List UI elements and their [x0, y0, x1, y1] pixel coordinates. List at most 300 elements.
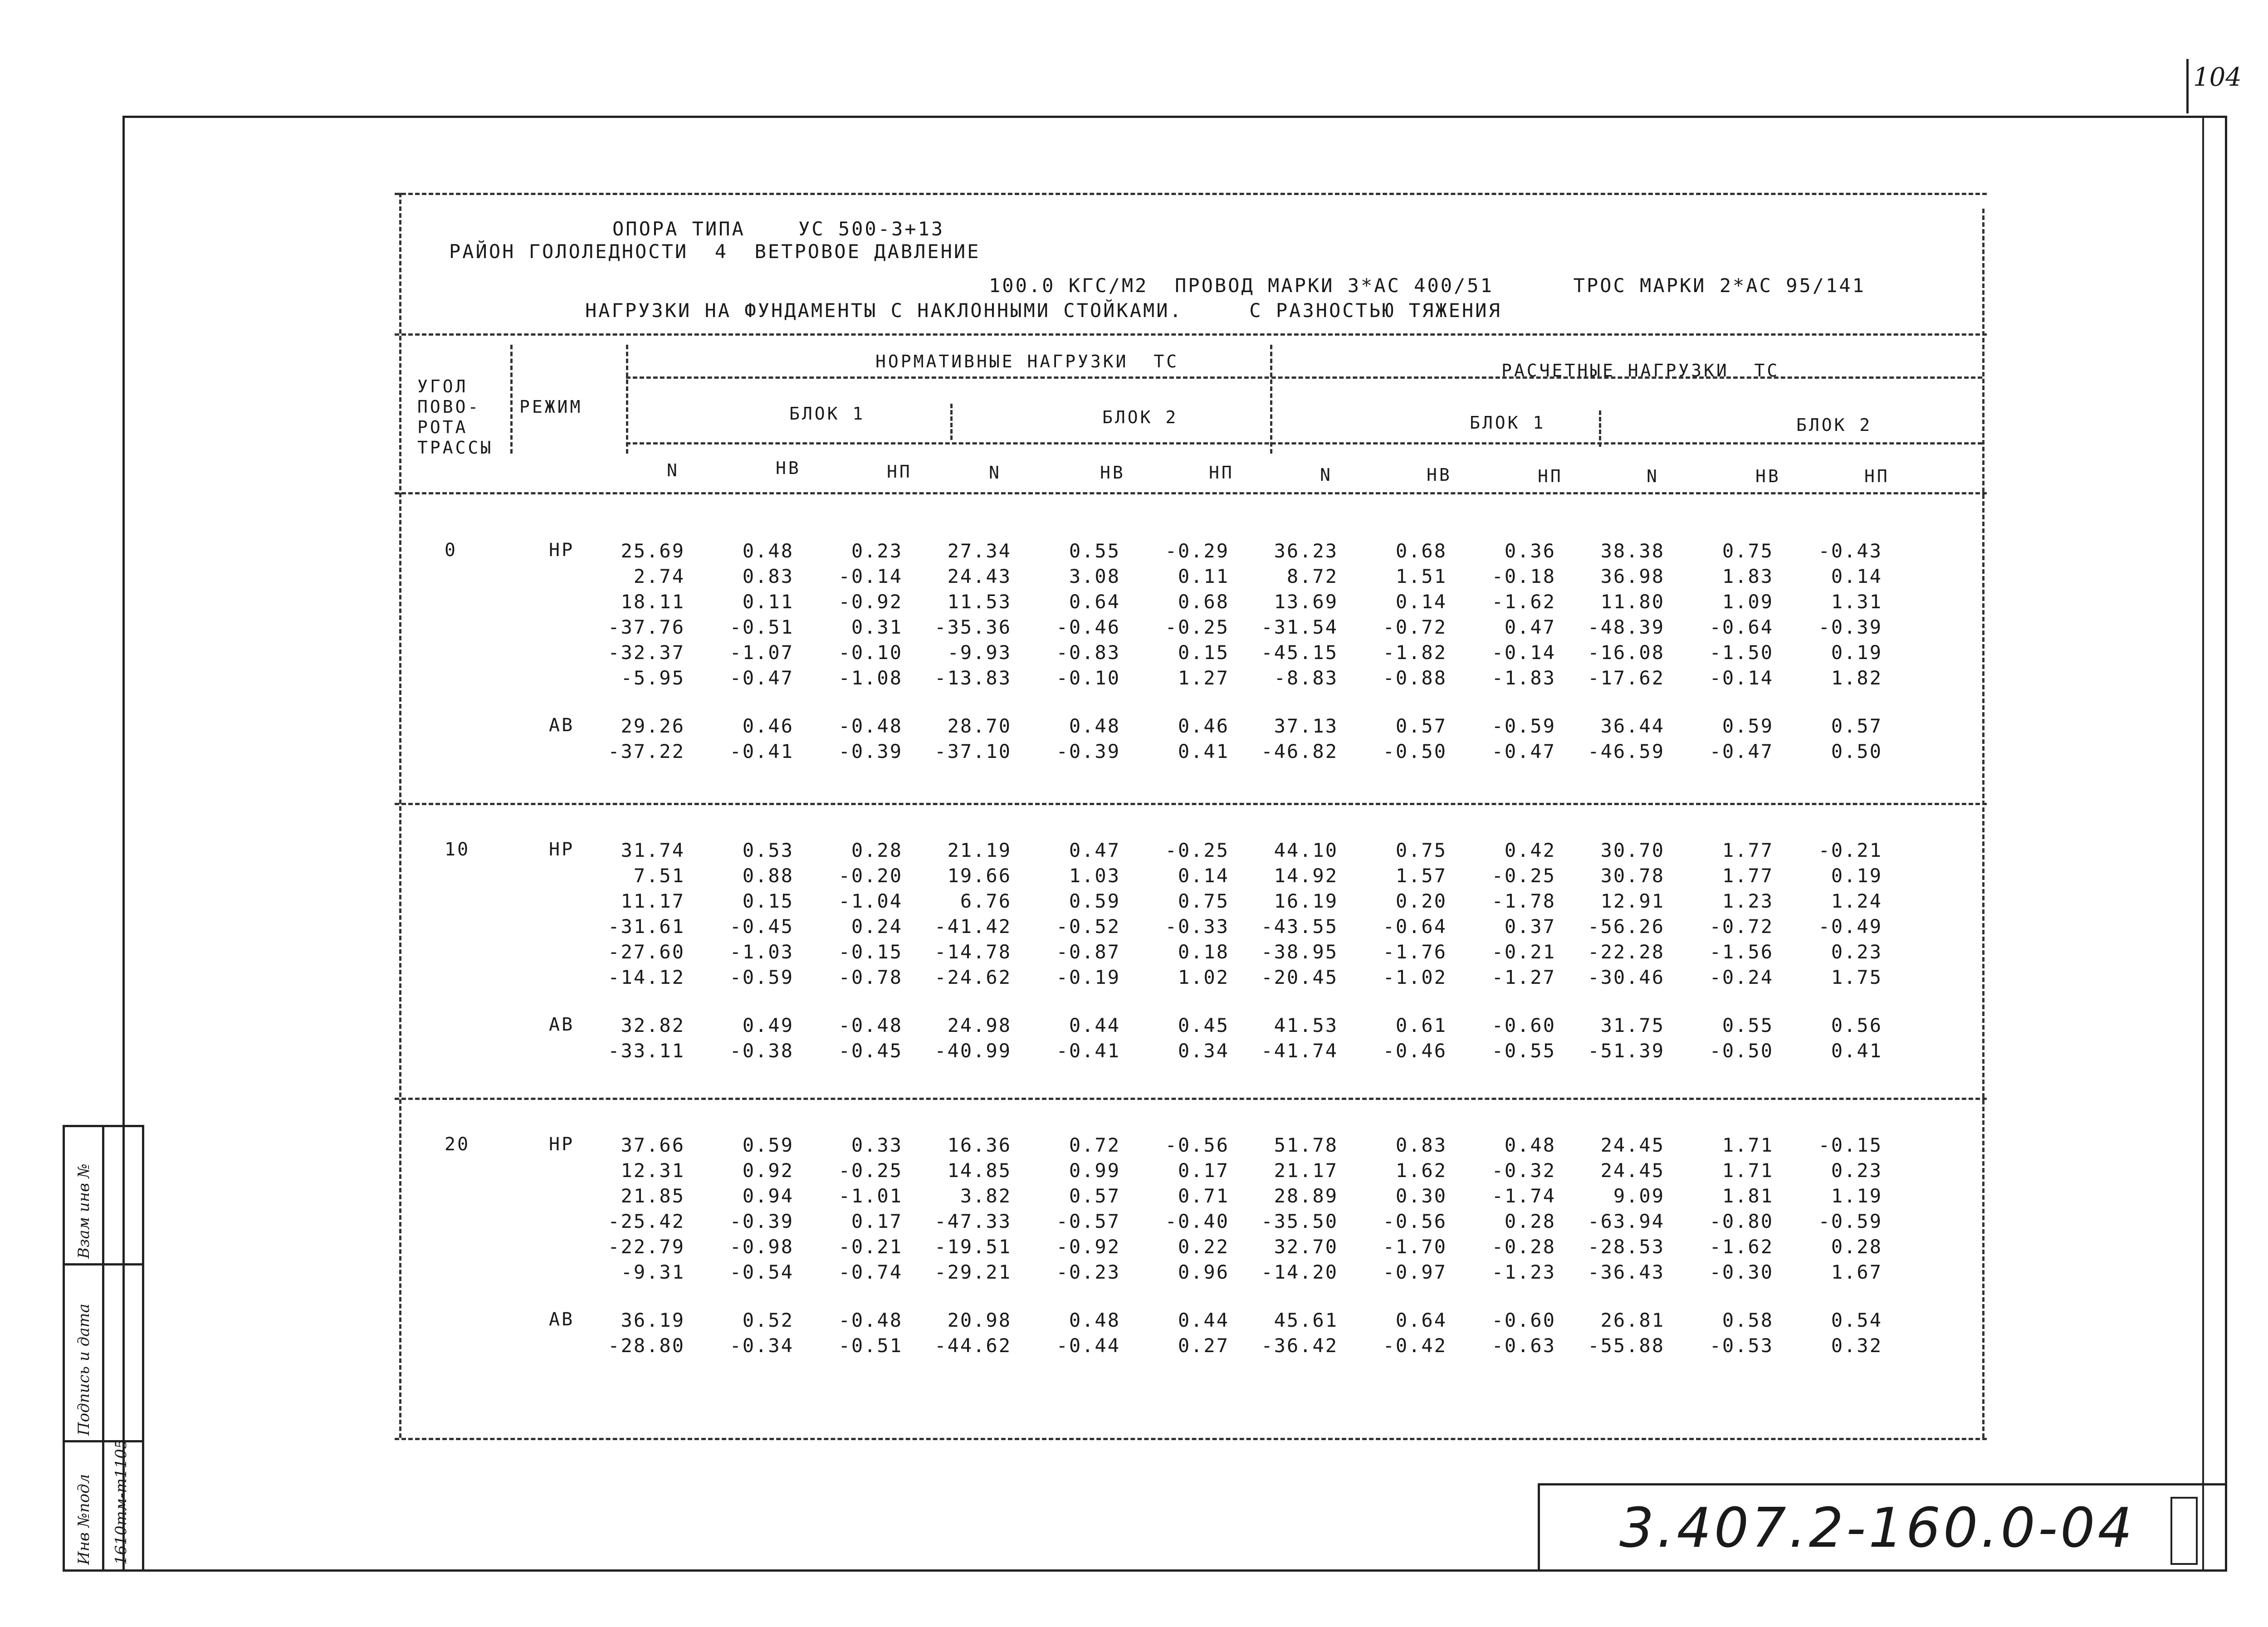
table-cell: -41.42 [934, 915, 1012, 938]
table-cell: 0.72 [1069, 1134, 1120, 1156]
side-stamp-row-divider [65, 1440, 142, 1442]
table-cell: -0.45 [838, 1040, 903, 1062]
table-cell: 1.31 [1831, 591, 1882, 613]
table-cell: 0.46 [742, 715, 794, 737]
table-cell: 26.81 [1600, 1309, 1665, 1331]
subcol-label: НП [887, 462, 912, 482]
table-cell: -0.28 [1491, 1236, 1556, 1258]
table-cell: -0.53 [1709, 1334, 1774, 1357]
side-stamp-col-divider [102, 1127, 104, 1569]
table-cell: -0.47 [729, 667, 794, 689]
table-cell: 0.23 [1831, 1159, 1882, 1182]
table-cell: -44.62 [934, 1334, 1012, 1357]
subcol-label: N [1647, 466, 1659, 486]
header-mid-rule [626, 376, 1982, 379]
table-cell: -0.74 [838, 1261, 903, 1283]
table-cell: -0.88 [1383, 667, 1447, 689]
design-block-2: БЛОК 2 [1796, 415, 1872, 435]
table-cell: -14.12 [608, 966, 685, 988]
table-cell: -29.21 [934, 1261, 1012, 1283]
page-number-divider [2186, 59, 2189, 113]
table-cell: 28.89 [1274, 1185, 1338, 1207]
table-cell: -51.39 [1588, 1040, 1665, 1062]
table-cell: -30.46 [1588, 966, 1665, 988]
table-cell: -1.83 [1491, 667, 1556, 689]
table-cell: -0.41 [729, 740, 794, 762]
table-cell: 14.92 [1274, 865, 1338, 887]
table-cell: -22.28 [1588, 941, 1665, 963]
table-cell: 0.53 [742, 839, 794, 861]
table-cell: -27.60 [608, 941, 685, 963]
mode-label: АВ [549, 1309, 575, 1330]
table-cell: 0.37 [1504, 915, 1556, 938]
table-cell: 0.46 [1178, 715, 1229, 737]
table-cell: -0.54 [729, 1261, 794, 1283]
table-cell: 0.24 [851, 915, 903, 938]
table-cell: -0.46 [1383, 1040, 1447, 1062]
table-cell: -1.62 [1709, 1236, 1774, 1258]
table-cell: -0.25 [1165, 839, 1229, 861]
side-label-replace-inv: Взам инв № [75, 1163, 93, 1259]
table-cell: 0.28 [851, 839, 903, 861]
table-cell: -56.26 [1588, 915, 1665, 938]
table-cell: 0.28 [1831, 1236, 1882, 1258]
table-cell: 1.27 [1178, 667, 1229, 689]
table-cell: 38.38 [1600, 540, 1665, 562]
table-cell: 1.75 [1831, 966, 1882, 988]
table-cell: 1.82 [1831, 667, 1882, 689]
table-cell: 1.51 [1395, 565, 1447, 587]
table-cell: -0.64 [1383, 915, 1447, 938]
table-cell: 0.33 [851, 1134, 903, 1156]
table-cell: 0.48 [1504, 1134, 1556, 1156]
table-cell: -0.59 [1491, 715, 1556, 737]
table-cell: 21.17 [1274, 1159, 1338, 1182]
table-cell: -0.50 [1383, 740, 1447, 762]
table-cell: 0.47 [1504, 616, 1556, 638]
table-cell: 20.98 [947, 1309, 1012, 1331]
table-cell: -28.53 [1588, 1236, 1665, 1258]
table-cell: -0.14 [838, 565, 903, 587]
table-cell: -33.11 [608, 1040, 685, 1062]
table-top-border [395, 193, 1987, 195]
table-cell: -37.76 [608, 616, 685, 638]
subcol-label: НВ [1755, 466, 1781, 486]
table-cell: -0.14 [1491, 641, 1556, 664]
table-cell: 31.74 [621, 839, 685, 861]
table-cell: 24.98 [947, 1014, 1012, 1036]
table-cell: -0.39 [729, 1210, 794, 1232]
table-cell: -1.70 [1383, 1236, 1447, 1258]
table-cell: 36.98 [1600, 565, 1665, 587]
table-cell: -46.82 [1261, 740, 1338, 762]
angle-value: 20 [445, 1134, 470, 1155]
table-cell: 0.36 [1504, 540, 1556, 562]
table-cell: 11.80 [1600, 591, 1665, 613]
table-cell: 41.53 [1274, 1014, 1338, 1036]
table-cell: -1.04 [838, 890, 903, 912]
table-cell: 1.02 [1178, 966, 1229, 988]
table-cell: 0.48 [1069, 715, 1120, 737]
col-angle-label-3: РОТА [417, 417, 468, 437]
table-cell: -32.37 [608, 641, 685, 664]
table-cell: 1.81 [1722, 1185, 1774, 1207]
table-cell: -0.24 [1709, 966, 1774, 988]
table-cell: -1.07 [729, 641, 794, 664]
table-cell: -0.39 [838, 740, 903, 762]
table-cell: -16.08 [1588, 641, 1665, 664]
table-cell: 30.70 [1600, 839, 1665, 861]
table-cell: -0.60 [1491, 1309, 1556, 1331]
table-cell: -45.15 [1261, 641, 1338, 664]
table-cell: -1.82 [1383, 641, 1447, 664]
table-cell: 0.23 [851, 540, 903, 562]
table-cell: -0.15 [838, 941, 903, 963]
table-cell: -0.83 [1056, 641, 1120, 664]
col-angle-label-4: ТРАССЫ [417, 438, 494, 458]
table-cell: -0.38 [729, 1040, 794, 1062]
table-cell: 0.99 [1069, 1159, 1120, 1182]
table-cell: -24.62 [934, 966, 1012, 988]
table-cell: 16.36 [947, 1134, 1012, 1156]
table-cell: 0.19 [1831, 641, 1882, 664]
table-cell: -0.32 [1491, 1159, 1556, 1182]
header-line-4: НАГРУЗКИ НА ФУНДАМЕНТЫ С НАКЛОННЫМИ СТОЙКАМИ. С РАЗНОСТЬЮ ТЯЖЕНИЯ [585, 299, 1502, 322]
table-cell: -47.33 [934, 1210, 1012, 1232]
table-cell: 0.94 [742, 1185, 794, 1207]
table-cell: -40.99 [934, 1040, 1012, 1062]
table-cell: 36.19 [621, 1309, 685, 1331]
table-cell: -0.92 [838, 591, 903, 613]
table-cell: 13.69 [1274, 591, 1338, 613]
table-cell: -0.34 [729, 1334, 794, 1357]
table-cell: 1.83 [1722, 565, 1774, 587]
table-cell: 0.59 [1069, 890, 1120, 912]
sheet-corner-cell [2170, 1497, 2198, 1565]
table-cell: 51.78 [1274, 1134, 1338, 1156]
table-cell: 0.54 [1831, 1309, 1882, 1331]
subcol-label: НВ [1427, 465, 1452, 485]
table-cell: -31.54 [1261, 616, 1338, 638]
table-cell: 6.76 [960, 890, 1012, 912]
table-cell: 0.75 [1395, 839, 1447, 861]
table-cell: -17.62 [1588, 667, 1665, 689]
table-cell: 0.96 [1178, 1261, 1229, 1283]
table-cell: -43.55 [1261, 915, 1338, 938]
table-cell: 0.58 [1722, 1309, 1774, 1331]
table-cell: 12.31 [621, 1159, 685, 1182]
table-cell: 37.66 [621, 1134, 685, 1156]
table-cell: -36.43 [1588, 1261, 1665, 1283]
table-cell: -1.74 [1491, 1185, 1556, 1207]
table-cell: 0.41 [1831, 1040, 1882, 1062]
table-right-border [1982, 209, 1984, 1438]
table-cell: -0.50 [1709, 1040, 1774, 1062]
table-cell: 32.82 [621, 1014, 685, 1036]
table-cell: -0.25 [1491, 865, 1556, 887]
table-cell: 37.13 [1274, 715, 1338, 737]
table-cell: 0.88 [742, 865, 794, 887]
table-cell: 0.52 [742, 1309, 794, 1331]
table-cell: -25.42 [608, 1210, 685, 1232]
table-cell: 2.74 [633, 565, 685, 587]
table-cell: 0.71 [1178, 1185, 1229, 1207]
table-cell: 3.08 [1069, 565, 1120, 587]
table-cell: -0.51 [729, 616, 794, 638]
table-cell: -1.03 [729, 941, 794, 963]
table-cell: -0.39 [1818, 616, 1882, 638]
table-cell: -0.55 [1491, 1040, 1556, 1062]
table-cell: -63.94 [1588, 1210, 1665, 1232]
table-cell: -0.59 [729, 966, 794, 988]
table-cell: 0.44 [1069, 1014, 1120, 1036]
table-cell: 0.31 [851, 616, 903, 638]
table-cell: -0.21 [1818, 839, 1882, 861]
table-cell: -35.36 [934, 616, 1012, 638]
table-cell: 0.45 [1178, 1014, 1229, 1036]
table-cell: -0.63 [1491, 1334, 1556, 1357]
table-cell: -0.41 [1056, 1040, 1120, 1062]
table-bottom-border [395, 1438, 1987, 1440]
table-cell: 0.11 [742, 591, 794, 613]
table-cell: 0.15 [742, 890, 794, 912]
subcol-label: НП [1538, 466, 1563, 486]
table-cell: -0.56 [1165, 1134, 1229, 1156]
table-cell: -0.72 [1383, 616, 1447, 638]
normative-block-divider [950, 404, 953, 440]
table-cell: 0.64 [1069, 591, 1120, 613]
table-cell: -5.95 [621, 667, 685, 689]
header-vline-1 [510, 345, 513, 454]
page-number: 104 [2193, 63, 2242, 92]
table-cell: 1.77 [1722, 839, 1774, 861]
table-cell: 28.70 [947, 715, 1012, 737]
table-cell: -0.42 [1383, 1334, 1447, 1357]
header-top-rule [395, 333, 1987, 336]
table-cell: 0.50 [1831, 740, 1882, 762]
table-cell: 1.24 [1831, 890, 1882, 912]
table-cell: 12.91 [1600, 890, 1665, 912]
table-cell: 27.34 [947, 540, 1012, 562]
mode-label: АВ [549, 1014, 575, 1035]
table-cell: 1.71 [1722, 1159, 1774, 1182]
table-cell: 1.62 [1395, 1159, 1447, 1182]
table-cell: -35.50 [1261, 1210, 1338, 1232]
table-cell: -0.39 [1056, 740, 1120, 762]
table-cell: 0.48 [1069, 1309, 1120, 1331]
table-cell: -37.10 [934, 740, 1012, 762]
header-line-2: РАЙОН ГОЛОЛЕДНОСТИ 4 ВЕТРОВОЕ ДАВЛЕНИЕ [449, 240, 981, 263]
table-cell: -48.39 [1588, 616, 1665, 638]
table-cell: -20.45 [1261, 966, 1338, 988]
table-cell: 24.45 [1600, 1134, 1665, 1156]
table-cell: 24.43 [947, 565, 1012, 587]
table-cell: 0.57 [1831, 715, 1882, 737]
side-label-signature: Подпись и дата [75, 1304, 93, 1436]
table-cell: 11.53 [947, 591, 1012, 613]
table-cell: 36.44 [1600, 715, 1665, 737]
table-cell: 0.17 [851, 1210, 903, 1232]
mode-label: НР [549, 839, 575, 860]
table-cell: 11.17 [621, 890, 685, 912]
table-cell: 0.68 [1178, 591, 1229, 613]
table-cell: 3.82 [960, 1185, 1012, 1207]
header-line-3: 100.0 КГС/М2 ПРОВОД МАРКИ 3*АС 400/51 ТРОС МАРКИ 2*АС 95/141 [989, 274, 1866, 297]
table-cell: -0.46 [1056, 616, 1120, 638]
table-cell: -0.21 [838, 1236, 903, 1258]
table-cell: 1.03 [1069, 865, 1120, 887]
table-cell: 0.83 [1395, 1134, 1447, 1156]
subheader-rule [626, 442, 1982, 445]
table-cell: 0.44 [1178, 1309, 1229, 1331]
table-cell: -0.15 [1818, 1134, 1882, 1156]
table-cell: 1.71 [1722, 1134, 1774, 1156]
table-cell: -9.93 [947, 641, 1012, 664]
table-cell: 0.57 [1069, 1185, 1120, 1207]
table-cell: 0.56 [1831, 1014, 1882, 1036]
header-vline-2 [626, 345, 628, 454]
table-cell: 18.11 [621, 591, 685, 613]
table-cell: 45.61 [1274, 1309, 1338, 1331]
table-cell: 0.55 [1069, 540, 1120, 562]
table-cell: -0.43 [1818, 540, 1882, 562]
table-cell: 0.83 [742, 565, 794, 587]
table-cell: -0.72 [1709, 915, 1774, 938]
col-mode-label: РЕЖИМ [519, 397, 583, 417]
table-cell: 24.45 [1600, 1159, 1665, 1182]
table-cell: -0.92 [1056, 1236, 1120, 1258]
table-cell: -1.27 [1491, 966, 1556, 988]
design-block-1: БЛОК 1 [1470, 413, 1546, 433]
table-cell: -55.88 [1588, 1334, 1665, 1357]
table-cell: 31.75 [1600, 1014, 1665, 1036]
table-cell: -1.01 [838, 1185, 903, 1207]
table-cell: 0.14 [1831, 565, 1882, 587]
angle-value: 0 [445, 540, 458, 561]
table-cell: -0.48 [838, 1309, 903, 1331]
table-cell: 16.19 [1274, 890, 1338, 912]
normative-header: НОРМАТИВНЫЕ НАГРУЗКИ ТС [875, 352, 1179, 371]
subcol-label: НВ [1100, 463, 1125, 483]
table-cell: -0.97 [1383, 1261, 1447, 1283]
table-cell: 0.18 [1178, 941, 1229, 963]
table-cell: 0.15 [1178, 641, 1229, 664]
table-cell: 1.67 [1831, 1261, 1882, 1283]
table-cell: -0.19 [1056, 966, 1120, 988]
table-cell: -0.57 [1056, 1210, 1120, 1232]
subcol-label: N [667, 460, 679, 480]
table-cell: -19.51 [934, 1236, 1012, 1258]
table-cell: -0.48 [838, 715, 903, 737]
table-cell: -0.29 [1165, 540, 1229, 562]
table-cell: -0.64 [1709, 616, 1774, 638]
table-cell: -0.60 [1491, 1014, 1556, 1036]
table-cell: -13.83 [934, 667, 1012, 689]
table-cell: -0.51 [838, 1334, 903, 1357]
normative-block-1: БЛОК 1 [789, 404, 865, 424]
table-cell: 0.42 [1504, 839, 1556, 861]
table-cell: -0.48 [838, 1014, 903, 1036]
mode-label: НР [549, 540, 575, 561]
table-cell: 19.66 [947, 865, 1012, 887]
table-cell: -0.30 [1709, 1261, 1774, 1283]
table-cell: -0.78 [838, 966, 903, 988]
table-cell: -0.40 [1165, 1210, 1229, 1232]
table-cell: 0.47 [1069, 839, 1120, 861]
table-cell: 0.59 [742, 1134, 794, 1156]
table-cell: 0.55 [1722, 1014, 1774, 1036]
table-cell: 32.70 [1274, 1236, 1338, 1258]
table-cell: 7.51 [633, 865, 685, 887]
table-cell: -0.20 [838, 865, 903, 887]
table-cell: 30.78 [1600, 865, 1665, 887]
table-cell: 0.14 [1395, 591, 1447, 613]
table-cell: -31.61 [608, 915, 685, 938]
design-block-divider [1599, 410, 1601, 447]
table-cell: 0.64 [1395, 1309, 1447, 1331]
table-cell: -0.33 [1165, 915, 1229, 938]
table-cell: -1.50 [1709, 641, 1774, 664]
table-left-border [399, 193, 401, 1438]
table-cell: -0.49 [1818, 915, 1882, 938]
design-header: РАСЧЕТНЫЕ НАГРУЗКИ ТС [1501, 361, 1780, 381]
table-cell: -0.56 [1383, 1210, 1447, 1232]
table-cell: -0.21 [1491, 941, 1556, 963]
table-cell: -37.22 [608, 740, 685, 762]
table-cell: 0.11 [1178, 565, 1229, 587]
table-cell: -14.78 [934, 941, 1012, 963]
table-cell: 0.68 [1395, 540, 1447, 562]
table-cell: -0.23 [1056, 1261, 1120, 1283]
table-cell: -8.83 [1274, 667, 1338, 689]
header-line-1: ОПОРА ТИПА УС 500-3+13 [612, 218, 945, 240]
table-cell: 0.20 [1395, 890, 1447, 912]
table-cell: 21.85 [621, 1185, 685, 1207]
table-cell: 0.14 [1178, 865, 1229, 887]
table-cell: 0.28 [1504, 1210, 1556, 1232]
table-cell: -36.42 [1261, 1334, 1338, 1357]
table-cell: -28.80 [608, 1334, 685, 1357]
table-cell: 0.59 [1722, 715, 1774, 737]
table-cell: 1.19 [1831, 1185, 1882, 1207]
mode-label: АВ [549, 715, 575, 736]
group-separator [395, 803, 1987, 805]
col-angle-label-2: ПОВО- [417, 397, 481, 417]
table-cell: 1.57 [1395, 865, 1447, 887]
table-cell: -0.52 [1056, 915, 1120, 938]
table-cell: 0.48 [742, 540, 794, 562]
table-cell: 0.75 [1178, 890, 1229, 912]
table-cell: 0.49 [742, 1014, 794, 1036]
group-separator [395, 1098, 1987, 1100]
table-cell: -9.31 [621, 1261, 685, 1283]
table-cell: 25.69 [621, 540, 685, 562]
table-cell: 0.19 [1831, 865, 1882, 887]
table-cell: -1.02 [1383, 966, 1447, 988]
col-angle-label-1: УГОЛ [417, 376, 468, 396]
table-cell: -1.08 [838, 667, 903, 689]
table-cell: -0.98 [729, 1236, 794, 1258]
table-cell: -1.56 [1709, 941, 1774, 963]
side-label-inv: Инв №подл [75, 1474, 93, 1565]
table-cell: 29.26 [621, 715, 685, 737]
table-cell: -0.10 [838, 641, 903, 664]
table-cell: -0.80 [1709, 1210, 1774, 1232]
side-inv-value: 1610тм-т1105 [112, 1439, 130, 1565]
table-cell: 9.09 [1613, 1185, 1665, 1207]
table-cell: -0.87 [1056, 941, 1120, 963]
table-cell: -0.47 [1491, 740, 1556, 762]
